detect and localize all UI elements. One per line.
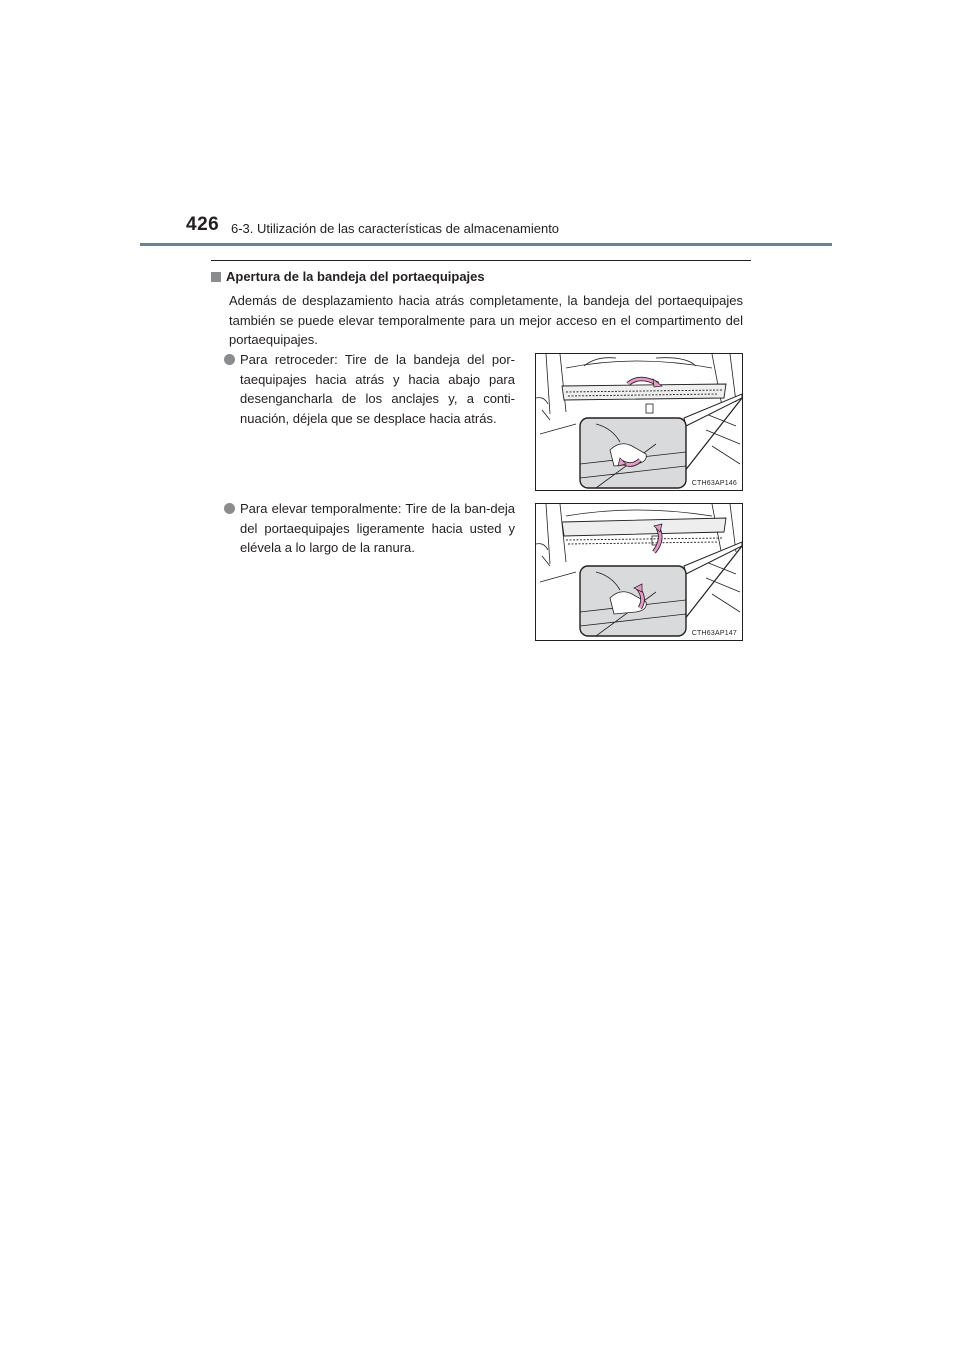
round-bullet-icon — [224, 503, 235, 514]
list-item — [222, 499, 515, 558]
section-title: 6-3. Utilización de las características de almacenamiento — [231, 221, 560, 236]
page-number: 426 — [186, 214, 220, 235]
subheading — [211, 269, 485, 284]
list-item — [222, 350, 515, 428]
figure-code: CTH63AP147 — [691, 630, 737, 637]
subheading-text: Apertura de la bandeja del portaequipajes — [226, 269, 485, 284]
figure-retract — [535, 353, 743, 491]
content-rule — [211, 260, 751, 261]
list-item-text: Para retroceder: Tire de la bandeja del por-taequipajes hacia atrás y hacia abajo para desengancharla de los anclajes y, a conti-nuación, déjela que se desplace hacia atrás. — [240, 352, 515, 426]
tonneau-retract-illustration — [536, 354, 742, 490]
figure-code: CTH63AP146 — [691, 480, 737, 487]
round-bullet-icon — [224, 354, 235, 365]
tonneau-raise-illustration — [536, 504, 742, 640]
intro-paragraph: Además de desplazamiento hacia atrás completamente, la bandeja del portaequipajes también se puede elevar temporalmente para un mejor acceso en el compartimento del portaequipajes. — [229, 293, 743, 347]
header-rule — [140, 243, 832, 246]
square-bullet-icon — [211, 272, 221, 282]
list-item-text: Para elevar temporalmente: Tire de la ban-deja del portaequipajes ligeramente hacia usted y elévela a lo largo de la ranura. — [240, 501, 515, 555]
figure-raise — [535, 503, 743, 641]
